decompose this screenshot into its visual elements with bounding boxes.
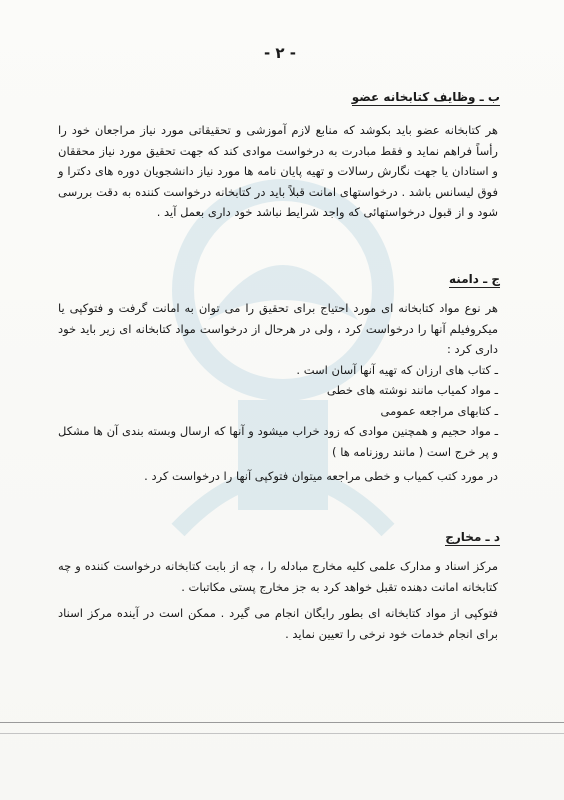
section-d-paragraph: فتوکپی از مواد کتابخانه ای بطور رایگان انجام می گیرد . ممکن است در آینده مرکز اسناد برای انجام خدمات خود نرخی را تعیین نماید . [58, 606, 498, 641]
section-b-body [58, 120, 498, 223]
section-d-paragraph: مرکز اسناد و مدارک علمی کلیه مخارج مبادله را ، چه از بابت کتابخانه درخواست کننده و چه کتابخانه امانت دهنده تقبل خواهد کرد به جز مخارج پستی مکاتبات . [58, 559, 498, 594]
section-d-heading-text: د ـ مخارج [445, 530, 500, 544]
bottom-rule [0, 722, 564, 723]
section-c-heading-text: ج ـ دامنه [449, 272, 500, 286]
bottom-rule-secondary [0, 733, 564, 734]
section-c-heading [449, 272, 500, 286]
page-number: - ٢ - [263, 44, 297, 62]
section-d-heading [445, 530, 500, 544]
section-c-intro: هر نوع مواد کتابخانه ای مورد احتیاج برای تحقیق را می توان به امانت گرفت و فتوکپی یا میکروفیلم آنها را درخواست کرد ، ولی در هرحال از درخواست مواد کتابخانه ای زیر باید خود داری کرد : [58, 301, 498, 356]
section-d-body [58, 556, 498, 644]
section-c-body [58, 298, 498, 487]
list-item: ـ مواد حجیم و همچنین موادی که زود خراب میشود و آنها که ارسال وبسته بندی آن ها مشکل و پر خرج است ( مانند روزنامه ها ) [58, 424, 498, 459]
section-b-paragraph: هر کتابخانه عضو باید بکوشد که منابع لازم آموزشی و تحقیقاتی مورد نیاز مراجعان خود را رأساً فراهم نماید و فقط مبادرت به درخواست موادی کند که جهت تحقیق مورد نیاز محققان و استادان یا جهت نگارش رسالات و تهیه پایان نامه ها مورد نیاز دانشجویان دوره های دکترا و فوق لیسانس باشد . درخواستهای امانت قبلاً باید در کتابخانه درخواست کننده به دقت بررسی شود و از قبول درخواستهائی که واجد شرایط نباشد خود داری بعمل آید . [58, 123, 498, 219]
section-c-closing: در مورد کتب کمیاب و خطی مراجعه میتوان فتوکپی آنها را درخواست کرد . [144, 469, 498, 483]
section-b-heading [352, 90, 500, 104]
excluded-materials-list [58, 360, 498, 463]
list-item: ـ کتابهای مراجعه عمومی [380, 403, 498, 418]
list-item: ـ مواد کمیاب مانند نوشته های خطی [326, 383, 498, 397]
section-b-heading-text: ب ـ وظایف کتابخانه عضو [351, 90, 500, 104]
list-item: ـ کتاب های ارزان که تهیه آنها آسان است . [296, 362, 498, 377]
